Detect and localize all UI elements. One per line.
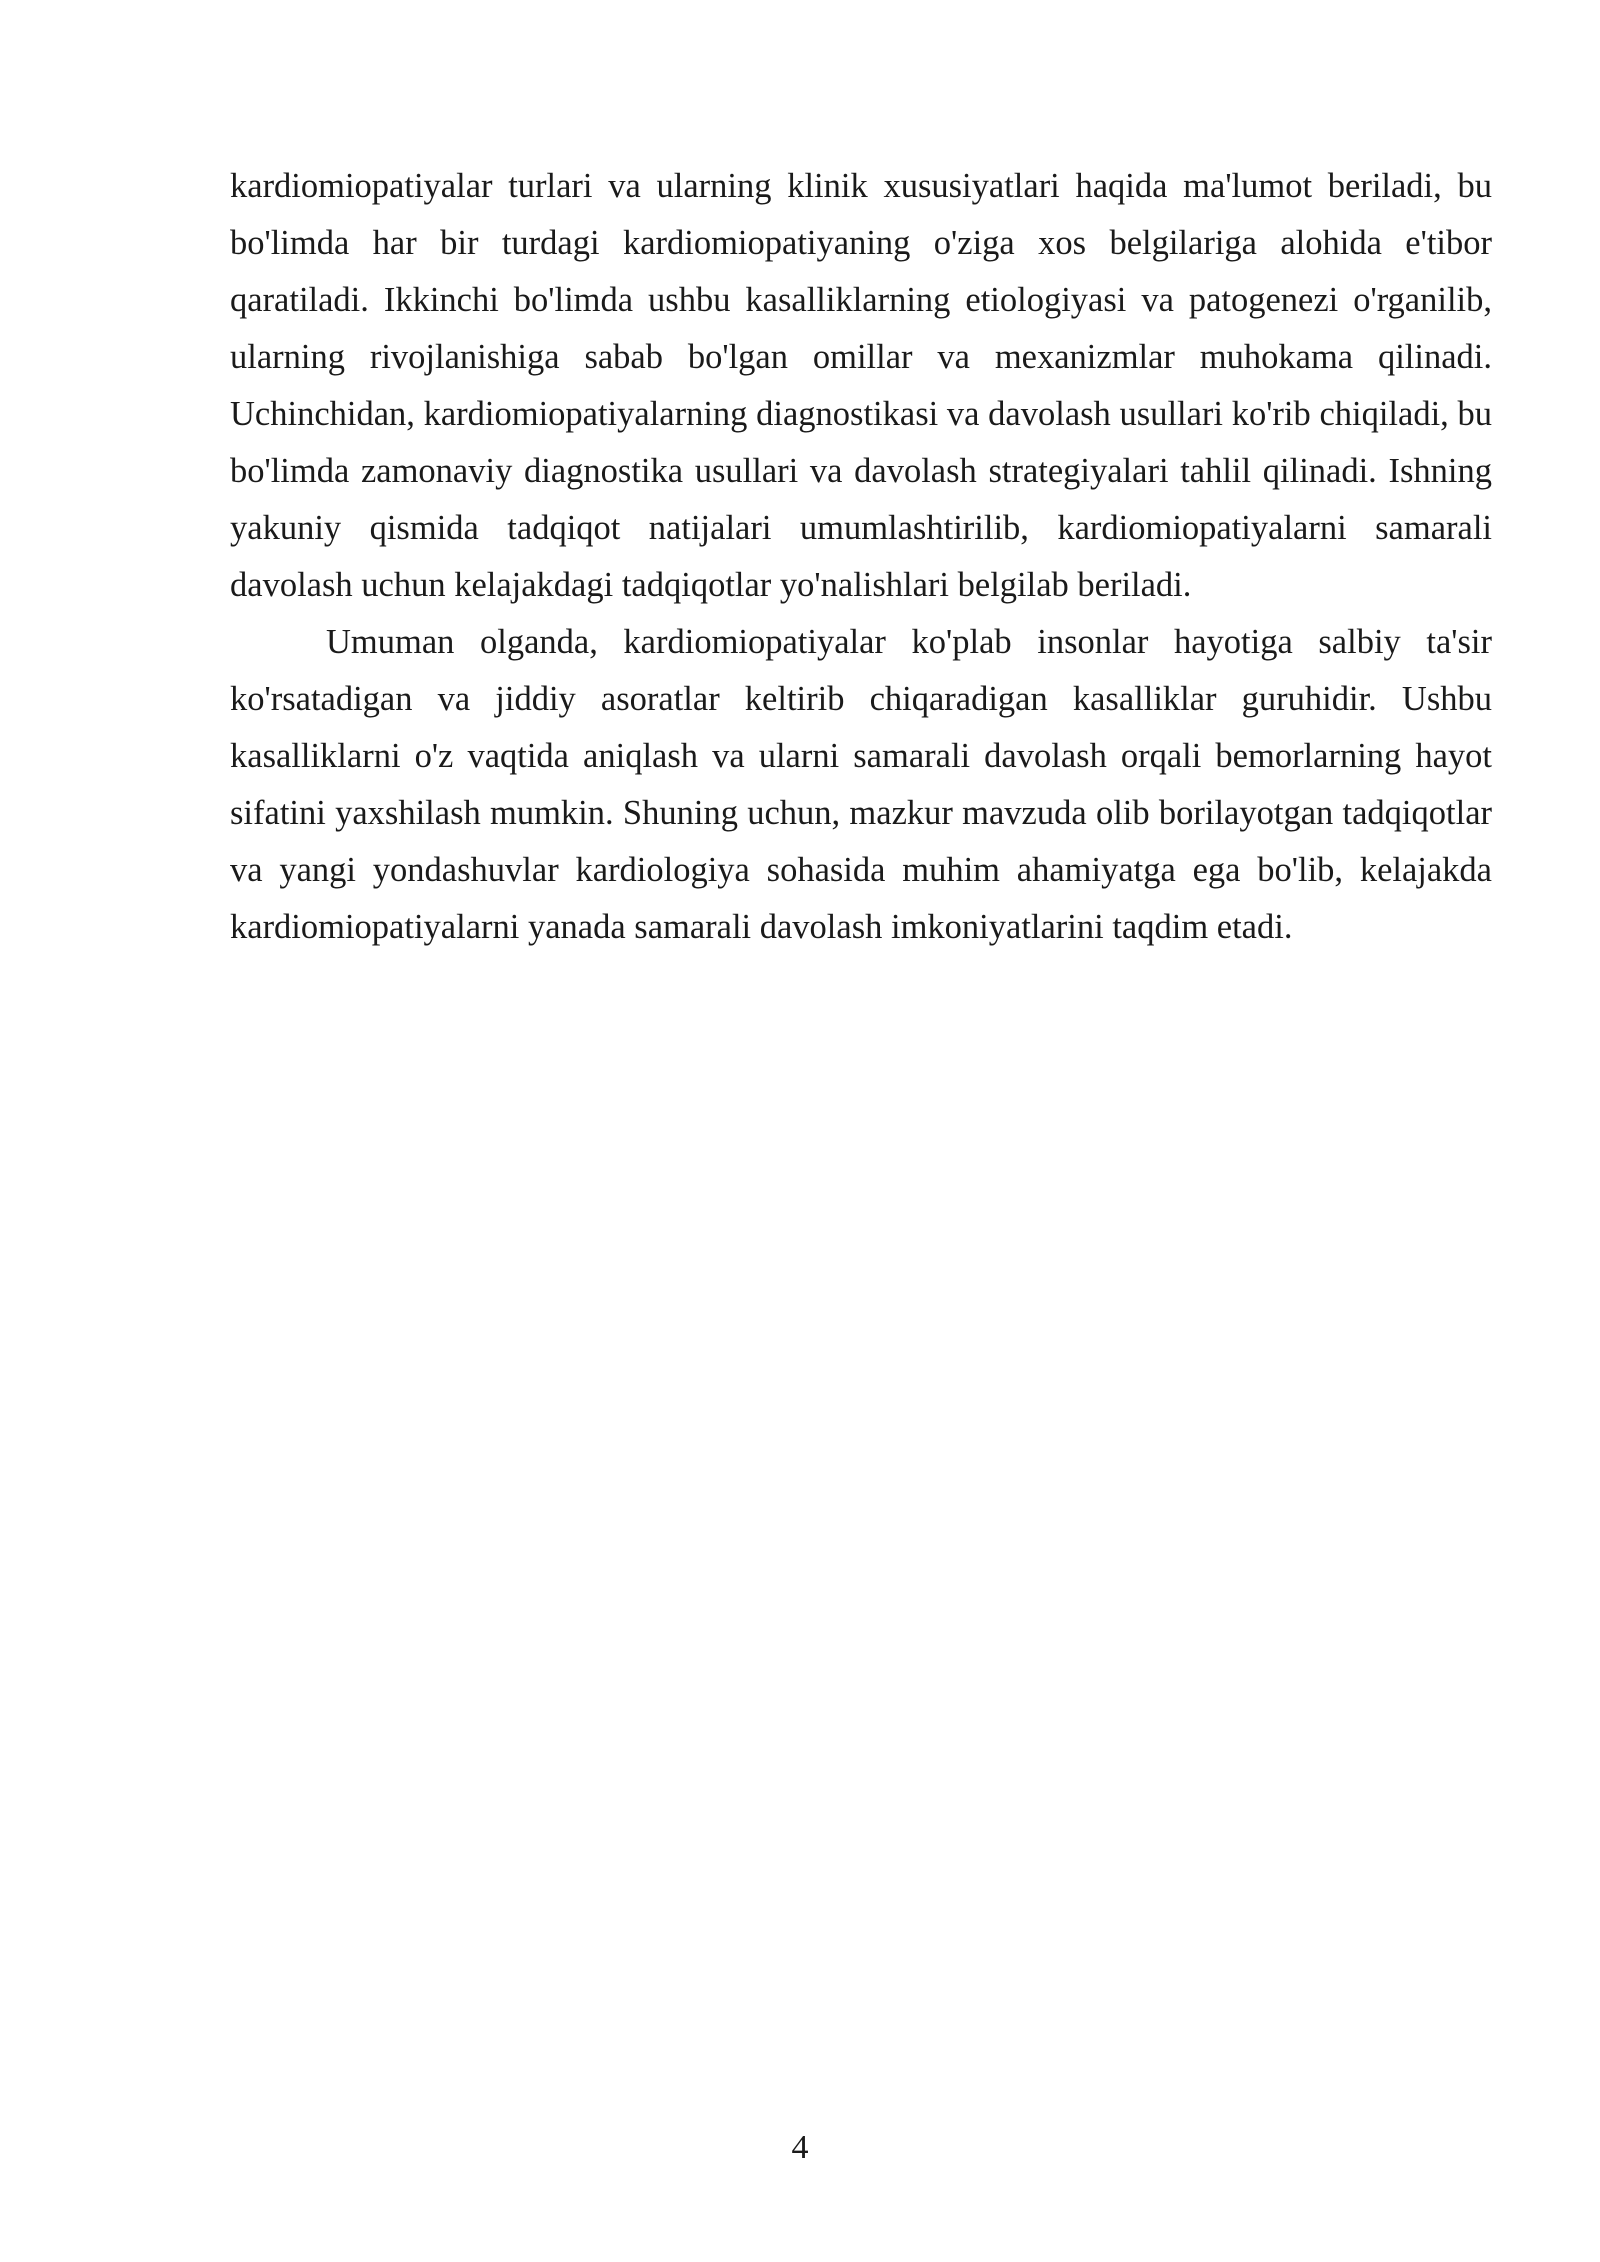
- body-text: [230, 158, 1492, 956]
- paragraph-continuation: kardiomiopatiyalar turlari va ularning klinik xususiyatlari haqida ma'lumot beriladi, bu bo'limda har bir turdagi kardiomiopatiyaning o'ziga xos belgilariga alohida e'tibor qaratiladi. Ikkinchi bo'limda ushbu kasalliklarning etiologiyasi va patogenezi o'rganilib, ularning rivojlanishiga sabab bo'lgan omillar va mexanizmlar muhokama qilinadi. Uchinchidan, kardiomiopatiyalarning diagnostikasi va davolash usullari ko'rib chiqiladi, bu bo'limda zamonaviy diagnostika usullari va davolash strategiyalari tahlil qilinadi. Ishning yakuniy qismida tadqiqot natijalari umumlashtirilib, kardiomiopatiyalarni samarali davolash uchun kelajakdagi tadqiqotlar yo'nalishlari belgilab beriladi.: [230, 167, 1492, 604]
- page-number: 4: [791, 2129, 809, 2166]
- paragraph-summary: Umuman olganda, kardiomiopatiyalar ko'plab insonlar hayotiga salbiy ta'sir ko'rsatadigan va jiddiy asoratlar keltirib chiqaradigan kasalliklar guruhidir. Ushbu kasalliklarni o'z vaqtida aniqlash va ularni samarali davolash orqali bemorlarning hayot sifatini yaxshilash mumkin. Shuning uchun, mazkur mavzuda olib borilayotgan tadqiqotlar va yangi yondashuvlar kardiologiya sohasida muhim ahamiyatga ega bo'lib, kelajakda kardiomiopatiyalarni yanada samarali davolash imkoniyatlarini taqdim etadi.: [230, 623, 1492, 946]
